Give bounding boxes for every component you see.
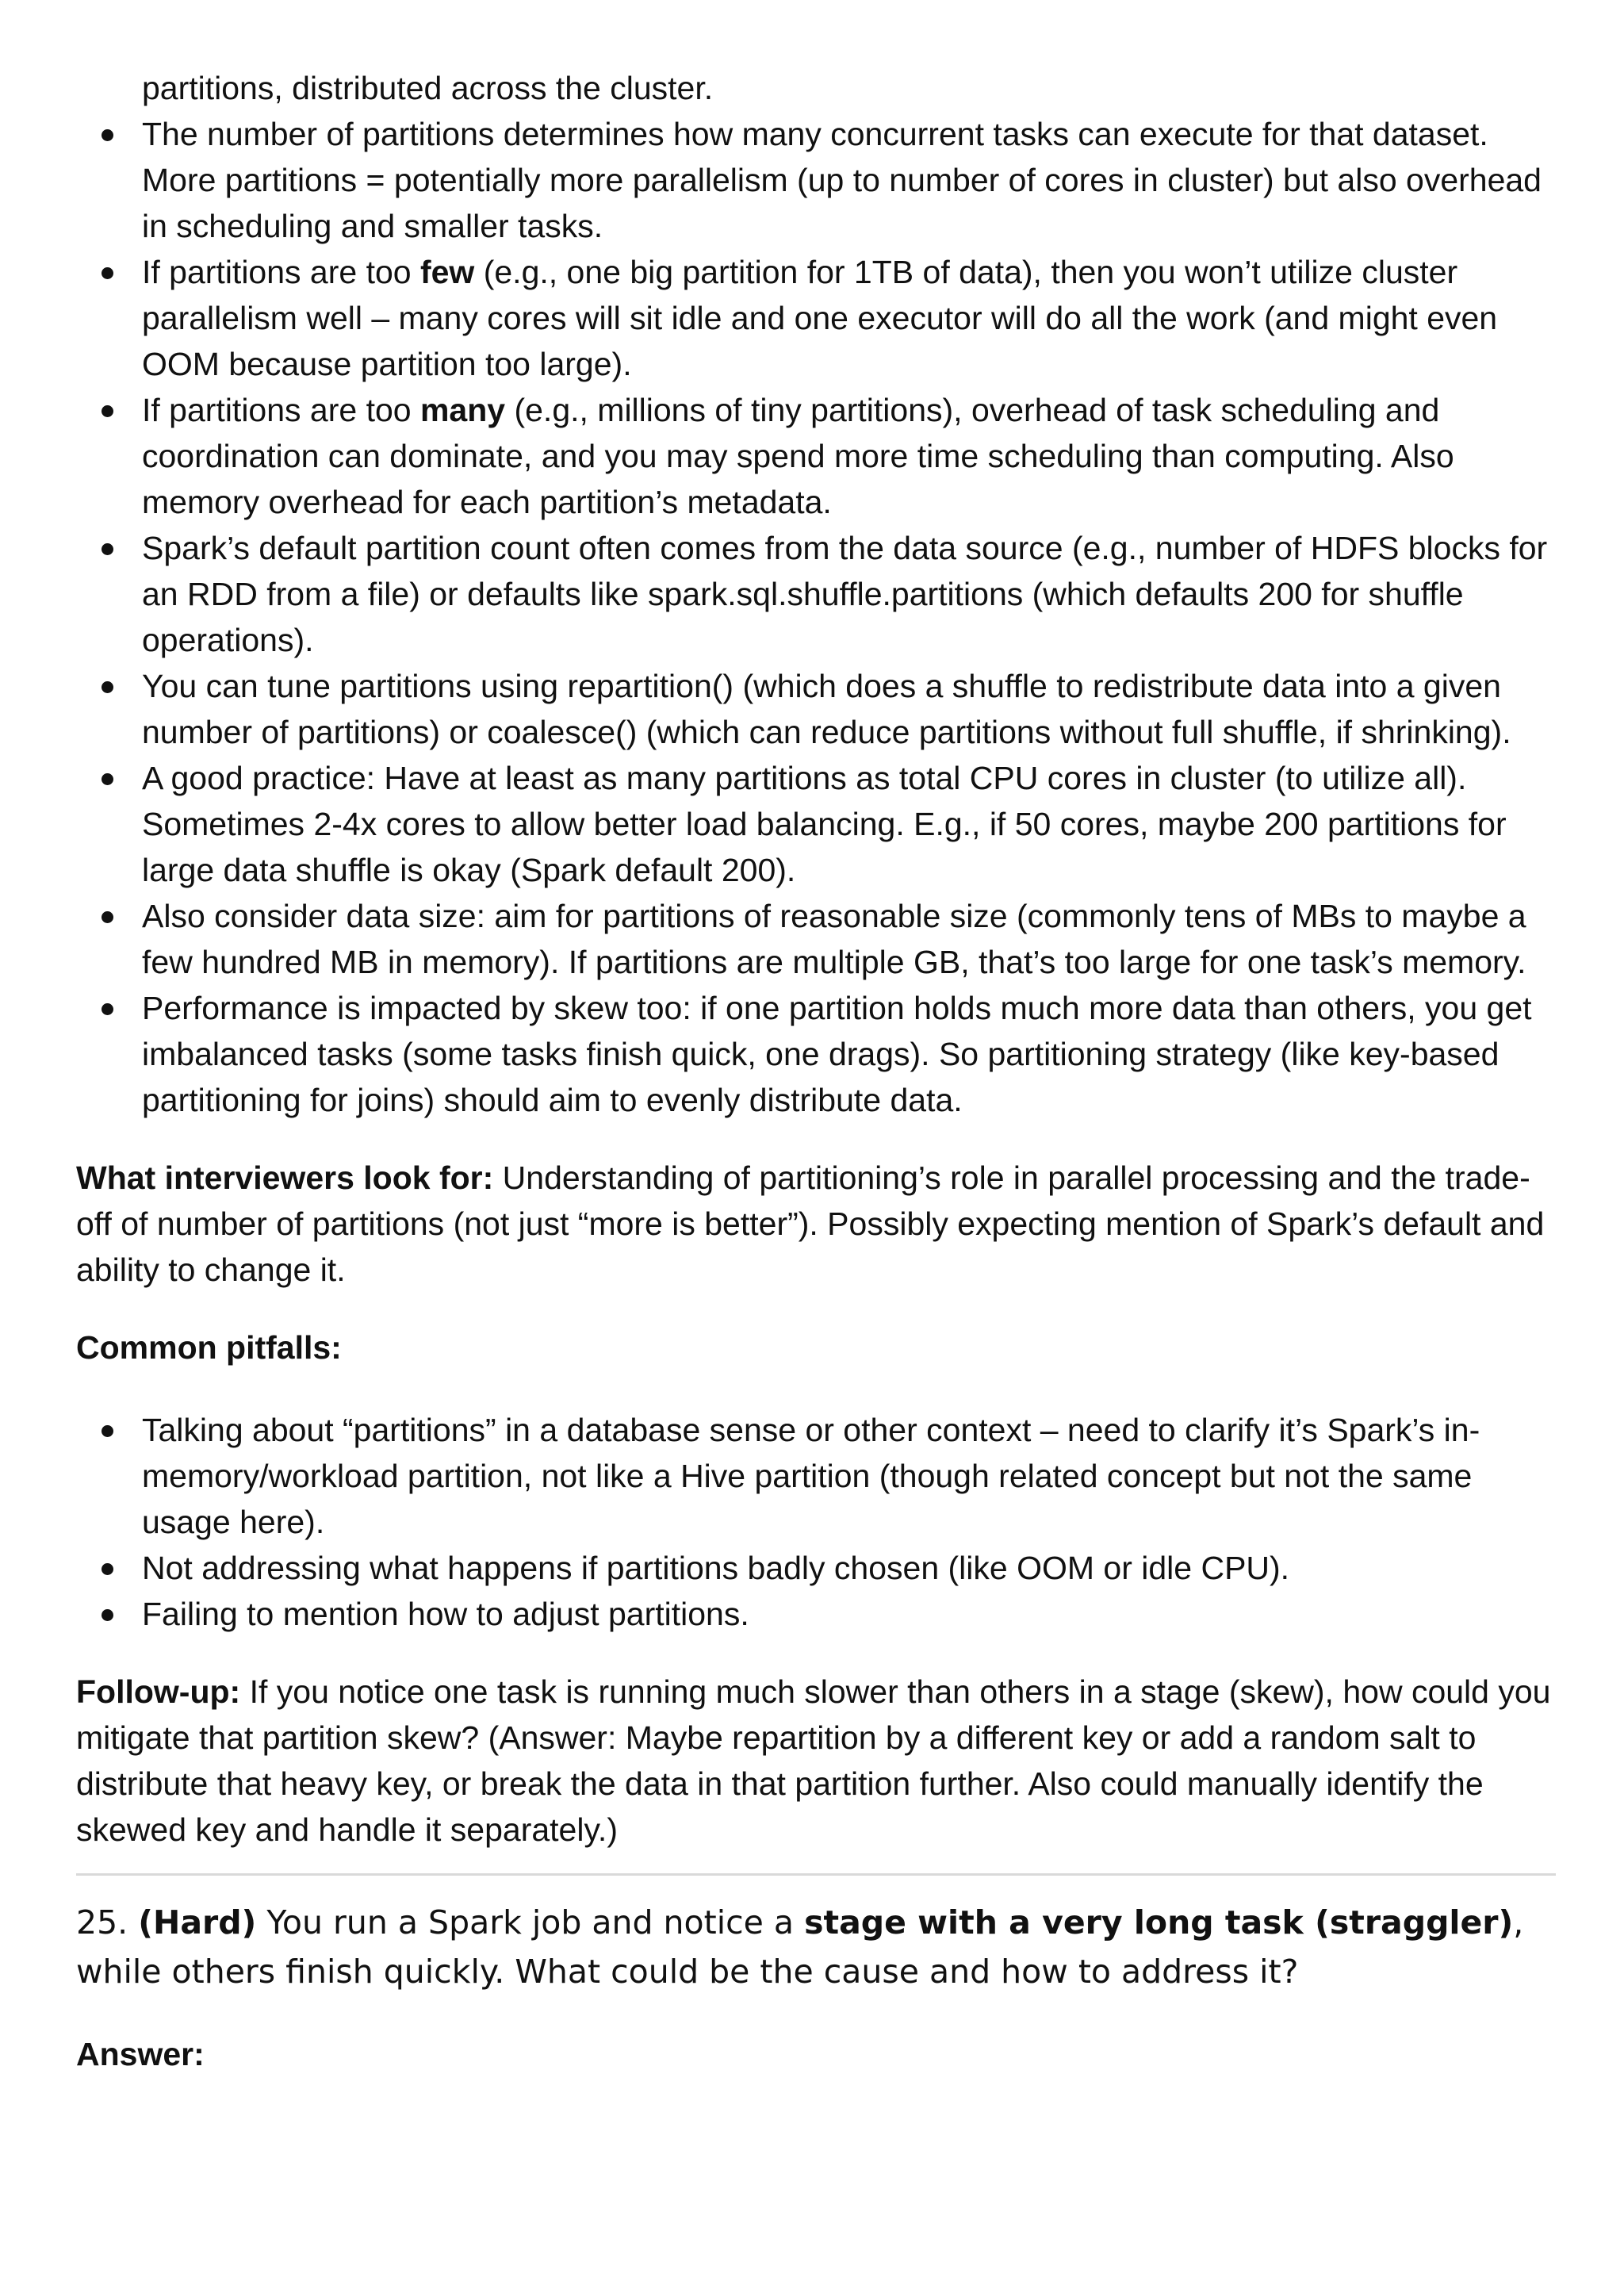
list-item: Talking about “partitions” in a database sense or other context – need to clarify it’s Spark’s in-memory/workload partition, not like a Hive partition (though related concept but not the same usage here).	[76, 1407, 1556, 1545]
list-item: Also consider data size: aim for partitions of reasonable size (commonly tens of MBs to maybe a few hundred MB in memory). If partitions are multiple GB, that’s too large for one task’s memory.	[76, 893, 1556, 985]
bullet-icon	[102, 911, 113, 923]
partition-bullet-list	[76, 111, 1556, 1123]
followup-paragraph: Follow-up: If you notice one task is running much slower than others in a stage (skew), how could you mitigate that partition skew? (Answer: Maybe repartition by a different key or add a random salt to distribute that heavy key, or break the data in that partition further. Also could manually identify the skewed key and handle it separately.)	[76, 1673, 1551, 1848]
list-item: Not addressing what happens if partitions badly chosen (like OOM or idle CPU).	[76, 1545, 1556, 1591]
bullet-icon	[102, 1609, 113, 1621]
document-body	[76, 65, 1556, 2077]
pitfalls-list	[76, 1407, 1556, 1637]
list-item: If partitions are too few (e.g., one big partition for 1TB of data), then you won’t utilize cluster parallelism well – many cores will sit idle and one executor will do all the work (and might even OOM because partition too large).	[76, 249, 1556, 387]
pitfalls-heading: Common pitfalls:	[76, 1329, 342, 1366]
question-difficulty: (Hard)	[138, 1903, 257, 1941]
bullet-icon	[102, 129, 113, 141]
bullet-icon	[102, 1003, 113, 1015]
list-item: If partitions are too many (e.g., millions of tiny partitions), overhead of task scheduling and coordination can dominate, and you may spend more time scheduling than computing. Also memory overhead for each partition’s metadata.	[76, 387, 1556, 525]
bullet-icon	[102, 1563, 113, 1575]
bullet-icon	[102, 267, 113, 279]
question-number: 25.	[76, 1903, 128, 1941]
list-item: Spark’s default partition count often comes from the data source (e.g., number of HDFS blocks for an RDD from a file) or defaults like spark.sql.shuffle.partitions (which defaults 200 for shuffle operations).	[76, 525, 1556, 663]
continuation-text: partitions, distributed across the cluster.	[142, 70, 714, 106]
list-item: Performance is impacted by skew too: if one partition holds much more data than others, you get imbalanced tasks (some tasks finish quick, one drags). So partitioning strategy (like key-based partitioning for joins) should aim to evenly distribute data.	[76, 985, 1556, 1123]
list-item: You can tune partitions using repartition() (which does a shuffle to redistribute data into a given number of partitions) or coalesce() (which can reduce partitions without full shuffle, if shrinking).	[76, 663, 1556, 755]
interviewers-label: What interviewers look for:	[76, 1159, 494, 1196]
interviewers-paragraph: What interviewers look for: Understanding of partitioning’s role in parallel processing and the trade-off of number of partitions (not just “more is better”). Possibly expecting mention of Spark’s default and ability to change it.	[76, 1159, 1545, 1288]
bullet-icon	[102, 1425, 113, 1437]
section-divider	[76, 1873, 1556, 1876]
list-item: Failing to mention how to adjust partitions.	[76, 1591, 1556, 1637]
answer-label: Answer:	[76, 2036, 205, 2072]
bullet-icon	[102, 681, 113, 693]
followup-label: Follow-up:	[76, 1673, 241, 1710]
question-25: 25. (Hard) You run a Spark job and notice a stage with a very long task (straggler), while others finish quickly. What could be the cause and how to address it?	[76, 1903, 1524, 1991]
bullet-icon	[102, 543, 113, 555]
bullet-icon	[102, 773, 113, 785]
list-item: A good practice: Have at least as many partitions as total CPU cores in cluster (to utilize all). Sometimes 2-4x cores to allow better load balancing. E.g., if 50 cores, maybe 200 partitions for large data shuffle is okay (Spark default 200).	[76, 755, 1556, 893]
bullet-icon	[102, 405, 113, 417]
list-item: The number of partitions determines how many concurrent tasks can execute for that dataset. More partitions = potentially more parallelism (up to number of cores in cluster) but also overhead in scheduling and smaller tasks.	[76, 111, 1556, 249]
